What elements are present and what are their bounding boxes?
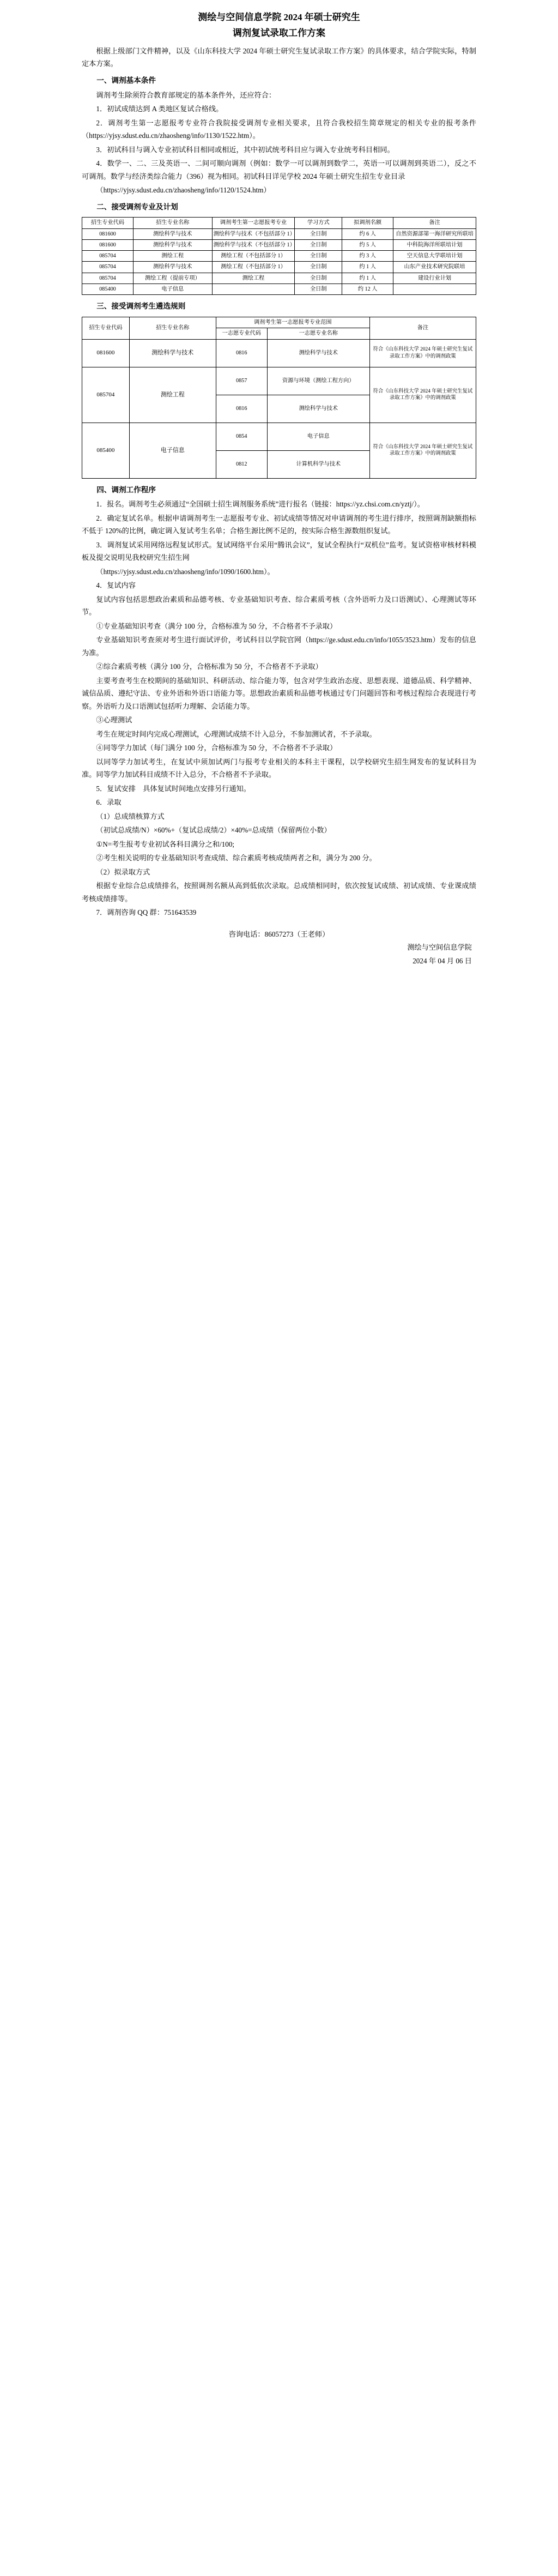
table-cell: 测绘科学与技术 <box>133 262 212 273</box>
section-4-p4g: 考生在规定时间内完成心理测试，心理测试成绩不计入总分，不参加测试者，不予录取。 <box>96 729 377 738</box>
table-cell: 085400 <box>82 283 134 294</box>
table-cell: 山东产业技术研究院联培 <box>393 262 476 273</box>
rule-cell-source-code: 0816 <box>216 395 267 423</box>
table-cell: 约 3 人 <box>342 251 393 262</box>
section-4-p6: 6．录取 <box>96 798 122 807</box>
rule-cell-code: 085400 <box>82 423 130 478</box>
section-4-p6d: ②考生相关说明的专业基础知识考查成绩、综合素质考核成绩两者之和，满分为 200 分。 <box>96 854 377 862</box>
table-cell: 全日制 <box>295 228 342 239</box>
section-4-p7: 7．调剂咨询 QQ 群：751643539 <box>96 908 197 917</box>
section-4-p4i: 以同等学力加试考生，在复试中须加试两门与报考专业相关的本科主干课程，以学校研究生招生网发布的复试科目为准。同等学力加试科目成绩不计入总分，不合格者不予录取。 <box>82 757 476 779</box>
section-4-p4h: ④同等学力加试（每门满分 100 分，合格标准为 50 分，不合格者不予录取） <box>96 744 337 752</box>
section-1-p5: （https://yjsy.sdust.edu.cn/zhaosheng/info/1120/1524.htm） <box>96 186 271 195</box>
section-4-p4e: 主要考查考生在校期间的基础知识、科研活动、综合能力等，包含对学生政治态度、思想表现、道德品质、科学精神、诚信品质、遵纪守法、专业外语和外语口语能力等。思想政治素质和品德考核通过专门问题回答和考核过程综合表现进行考察。外语听力及口语测试包括听力理解、会话能力等。 <box>82 676 476 710</box>
section-3-heading: 三、接受调剂考生遴选规则 <box>96 302 186 311</box>
table-cell: 全日制 <box>295 239 342 250</box>
table-cell <box>212 283 295 294</box>
section-4-p1: 1．报名。调剂考生必须通过“全国硕士招生调剂服务系统”进行报名（链接：https://yz.chsi.com.cn/yztj/）。 <box>96 500 424 509</box>
table-cell: 全日制 <box>295 251 342 262</box>
table-cell: 085704 <box>82 251 134 262</box>
rule-table <box>82 317 476 479</box>
table-cell: 建设行业计划 <box>393 273 476 283</box>
section-4-p2: 2．确定复试名单。根据申请调剂考生一志愿报考专业、初试成绩等情况对申请调剂的考生进行排序，按照调剂缺额指标不低于 120%的比例，确定调入复试考生名单；合格生源比例不足的，按实际合格生源数组织复试。 <box>82 514 476 535</box>
rule-cell-source-name: 测绘科学与技术 <box>267 395 369 423</box>
section-4-p3b: （https://yjsy.sdust.edu.cn/zhaosheng/info/1090/1600.htm）。 <box>96 567 275 576</box>
section-4-p4b: ①专业基础知识考查（满分 100 分，合格标准为 50 分，不合格者不予录取） <box>96 622 337 630</box>
rule-cell-source-name: 资源与环境（测绘工程方向） <box>267 367 369 395</box>
rule-col-sub-name: 一志愿专业名称 <box>267 328 369 339</box>
section-4-p4a: 复试内容包括思想政治素质和品德考核、专业基础知识考查、综合素质考核（含外语听力及口语测试）、心理测试等环节。 <box>82 595 476 617</box>
plan-table <box>82 217 476 295</box>
section-4-p4c: 专业基础知识考查须对考生进行面试评价，考试科目以学院官网（https://ge.sdust.edu.cn/info/1055/3523.htm）发布的信息为准。 <box>82 636 476 657</box>
table-cell: 085704 <box>82 273 134 283</box>
section-4-p5: 5．复试安排 具体复试时间地点安排另行通知。 <box>96 784 251 793</box>
table-cell: 测绘工程（不包括部分 1） <box>212 251 295 262</box>
table-cell: 081600 <box>82 228 134 239</box>
table-row <box>82 367 476 395</box>
table-cell: 测绘科学与技术（不包括部分 1） <box>212 228 295 239</box>
table-header-row <box>82 218 476 228</box>
rule-cell-source-name: 电子信息 <box>267 423 369 450</box>
table-cell: 测绘工程 <box>133 251 212 262</box>
rule-cell-code: 085704 <box>82 367 130 423</box>
title-line-2: 调剂复试录取工作方案 <box>233 27 325 38</box>
table-cell: 约 5 人 <box>342 239 393 250</box>
table-cell: 测绘工程 <box>212 273 295 283</box>
table-row <box>82 283 476 294</box>
table-cell: 全日制 <box>295 283 342 294</box>
section-1-p0: 调剂考生除须符合教育部规定的基本条件外，还应符合： <box>96 91 276 99</box>
section-1-p3: 3．初试科目与调入专业初试科目相同或相近，其中初试统考科目应与调入专业统考科目相同。 <box>96 145 395 154</box>
col-name: 招生专业名称 <box>133 218 212 228</box>
rule-cell-remark: 符合《山东科技大学 2024 年硕士研究生复试录取工作方案》中的调剂政策 <box>369 423 476 478</box>
rule-cell-name: 电子信息 <box>129 423 216 478</box>
rule-cell-remark: 符合《山东科技大学 2024 年硕士研究生复试录取工作方案》中的调剂政策 <box>369 339 476 367</box>
table-cell: 测绘科学与技术 <box>133 228 212 239</box>
col-source-major: 调剂考生第一志愿报考专业 <box>212 218 295 228</box>
document-page <box>0 0 558 981</box>
table-cell: 中科院海洋所联培计划 <box>393 239 476 250</box>
table-cell: 约 1 人 <box>342 262 393 273</box>
section-2-heading: 二、接受调剂专业及计划 <box>96 202 178 211</box>
table-cell: 约 6 人 <box>342 228 393 239</box>
section-4-p6e: （2）拟录取方式 <box>96 867 150 876</box>
section-4-p6a: （1）总成绩核算方式 <box>96 812 165 821</box>
rule-cell-source-code: 0816 <box>216 339 267 367</box>
section-1-p1: 1．初试成绩达到 A 类地区复试合格线。 <box>96 105 223 113</box>
page-title <box>82 10 476 41</box>
col-study-mode: 学习方式 <box>295 218 342 228</box>
table-cell: 全日制 <box>295 262 342 273</box>
section-4-p6f: 根据专业综合总成绩排名，按照调剂名额从高到低依次录取。总成绩相同时，依次按复试成绩、初试成绩、专业课成绩考核成绩排等。 <box>82 882 476 903</box>
rule-cell-source-code: 0857 <box>216 367 267 395</box>
col-quota: 拟调剂名额 <box>342 218 393 228</box>
section-4-p4d: ②综合素质考核（满分 100 分，合格标准为 50 分，不合格者不予录取） <box>96 662 323 671</box>
table-row <box>82 251 476 262</box>
rule-col-code: 招生专业代码 <box>82 317 130 340</box>
col-remark: 备注 <box>393 218 476 228</box>
table-cell: 测绘科学与技术 <box>133 239 212 250</box>
issuing-org: 测绘与空间信息学院 <box>407 943 472 952</box>
rule-cell-remark: 符合《山东科技大学 2024 年硕士研究生复试录取工作方案》中的调剂政策 <box>369 367 476 423</box>
table-row <box>82 262 476 273</box>
table-row <box>82 423 476 450</box>
issue-date: 2024 年 04 月 06 日 <box>413 956 472 965</box>
rule-col-group: 调剂考生第一志愿报考专业范围 <box>216 317 369 328</box>
table-row <box>82 239 476 250</box>
section-1-p2: 2．调剂考生第一志愿报考专业符合我院接受调剂专业相关要求，且符合我校招生简章规定的相关专业的报考条件（https://yjsy.sdust.edu.cn/zhaosheng/info/1130/1522.htm）。 <box>82 118 476 140</box>
rule-col-name: 招生专业名称 <box>129 317 216 340</box>
rule-cell-source-code: 0854 <box>216 423 267 450</box>
section-1-heading: 一、调剂基本条件 <box>96 76 156 85</box>
rule-cell-name: 测绘工程 <box>129 367 216 423</box>
table-cell: 测绘工程（提前专项） <box>133 273 212 283</box>
table-row <box>82 273 476 283</box>
table-cell: 自然资源部第一海洋研究所联培 <box>393 228 476 239</box>
rule-cell-source-code: 0812 <box>216 450 267 478</box>
rule-cell-code: 081600 <box>82 339 130 367</box>
rule-col-remark: 备注 <box>369 317 476 340</box>
table-row <box>82 228 476 239</box>
table-cell: 空天信息大学联培计划 <box>393 251 476 262</box>
rule-col-sub-code: 一志愿专业代码 <box>216 328 267 339</box>
rule-cell-source-name: 测绘科学与技术 <box>267 339 369 367</box>
table-cell: 测绘科学与技术（不包括部分 1） <box>212 239 295 250</box>
table-cell: 约 1 人 <box>342 273 393 283</box>
table-cell: 约 12 人 <box>342 283 393 294</box>
rule-cell-name: 测绘科学与技术 <box>129 339 216 367</box>
section-4-p6b: （初试总成绩/N）×60%+（复试总成绩/2）×40%=总成绩（保留两位小数） <box>96 826 331 835</box>
footer <box>82 928 476 968</box>
table-cell: 测绘工程（不包括部分 1） <box>212 262 295 273</box>
table-cell: 085704 <box>82 262 134 273</box>
section-4-p4: 4．复试内容 <box>96 581 136 590</box>
rule-cell-source-name: 计算机科学与技术 <box>267 450 369 478</box>
table-cell: 电子信息 <box>133 283 212 294</box>
contact-phone: 咨询电话：86057273（王老师） <box>228 930 330 938</box>
table-cell: 081600 <box>82 239 134 250</box>
rule-header-row <box>82 317 476 328</box>
section-1-p4: 4．数学一、二、三及英语一、二间可顺向调剂（例如：数学一可以调剂到数学二，英语一可以调剂到英语二），反之不可调剂。数学与经济类综合能力（396）视为相同。初试科目详见学校 2024 年硕士研究生招生专业目录 <box>82 159 476 180</box>
section-4-p3: 3．调剂复试采用网络远程复试形式。复试网络平台采用“腾讯会议”，复试全程执行“双机位”监考。复试资格审核材料模板及提交说明见我校研究生招生网 <box>82 540 476 562</box>
table-row <box>82 339 476 367</box>
section-4-p6c: ①N=考生报考专业初试各科目满分之和/100; <box>96 840 235 848</box>
title-line-1: 测绘与空间信息学院 2024 年硕士研究生 <box>198 12 360 22</box>
section-4-p4f: ③心理测试 <box>96 716 132 725</box>
table-cell: 全日制 <box>295 273 342 283</box>
table-cell <box>393 283 476 294</box>
intro-paragraph: 根据上级部门文件精神，以及《山东科技大学 2024 年硕士研究生复试录取工作方案》的具体要求，结合学院实际，特制定本方案。 <box>82 46 476 68</box>
section-4-heading: 四、调剂工作程序 <box>96 485 156 494</box>
col-code: 招生专业代码 <box>82 218 134 228</box>
